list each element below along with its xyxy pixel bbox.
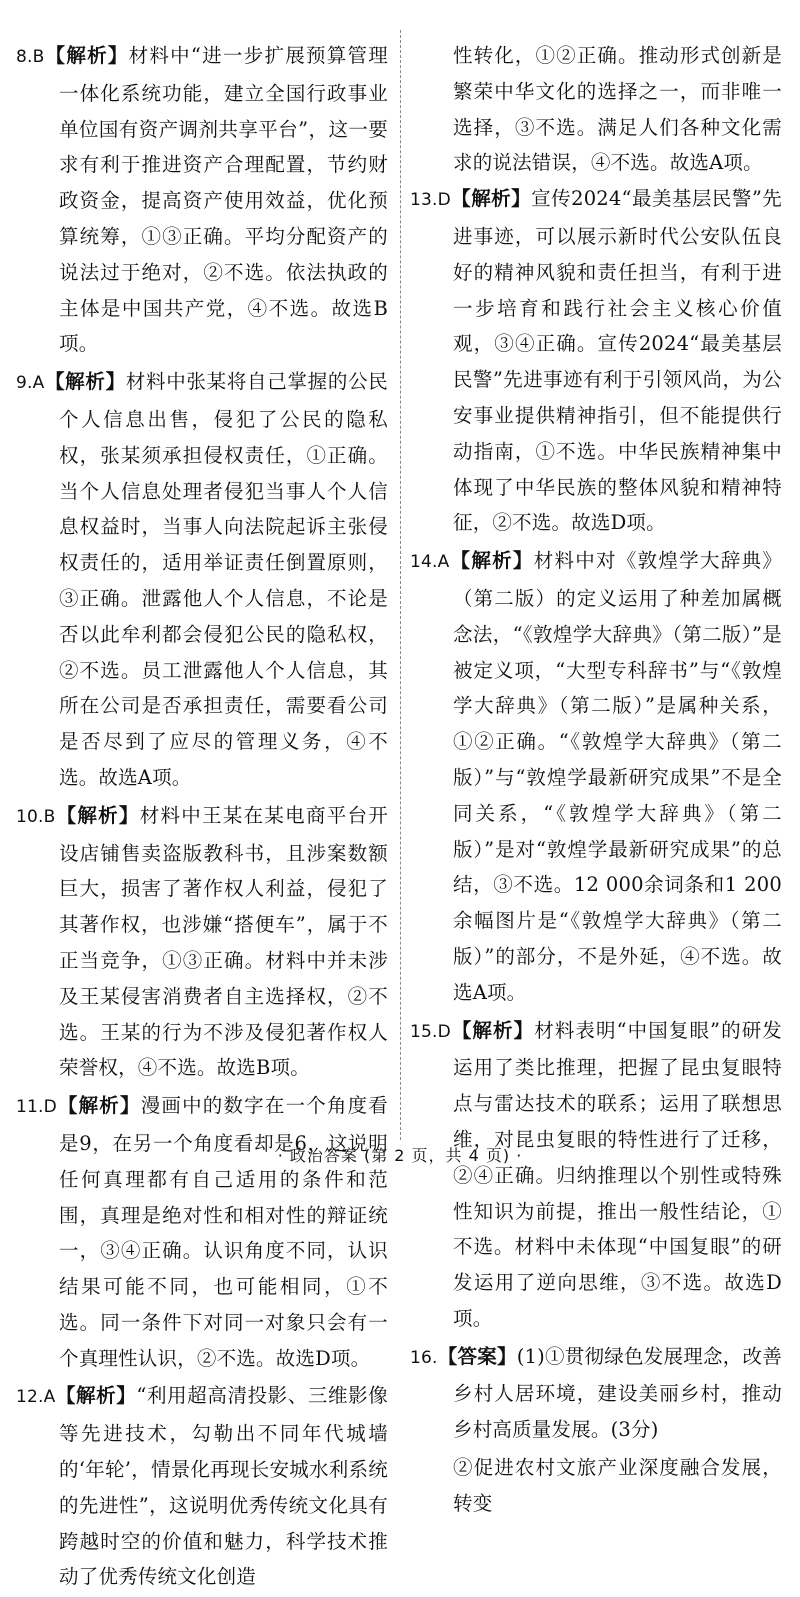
analysis-tag: 【解析】 <box>44 370 126 394</box>
right-column <box>410 38 782 1522</box>
answer-item-11 <box>16 1088 388 1376</box>
answer-text: 宣传2024“最美基层民警”先进事迹，可以展示新时代公安队伍良好的精神风貌和责任担当，有利于进一步培育和践行社会主义核心价值观，③④正确。宣传2024“最美基层民警”先进事迹有利于引领风尚，为公安事业提供精神指引，但不能提供行动指南，①不选。中华民族精神集中体现了中华民族的整体风貌和精神特征，②不选。故选D项。 <box>453 187 782 535</box>
answer-item-16 <box>410 1339 782 1448</box>
analysis-tag: 【解析】 <box>450 187 532 211</box>
answer-item-9 <box>16 364 388 796</box>
analysis-tag: 【解析】 <box>55 803 140 827</box>
answer-item-13 <box>410 181 782 541</box>
answer-text: 材料中对《敦煌学大辞典》（第二版）的定义运用了种差加属概念法，“《敦煌学大辞典》（第二版）”是被定义项，“大型专科辞书”与“《敦煌学大辞典》（第二版）”是属种关系，①②正确。“《敦煌学大辞典》（第二版）”与“敦煌学最新研究成果”不是全同关系，“《敦煌学大辞典》（第二版）”是对“敦煌学最新研究成果”的总结，③不选。12 000余词条和1 200余幅图片是“《敦煌学大辞典》（第二版）”的部分，不是外延，④不选。故选A项。 <box>453 549 782 1004</box>
answer-item-14 <box>410 543 782 1010</box>
analysis-tag: 【解析】 <box>450 1018 535 1042</box>
left-column <box>16 38 388 1597</box>
answer-16-point-2: ②促进农村文旅产业深度融合发展，转变 <box>453 1456 782 1515</box>
analysis-tag: 【解析】 <box>56 1094 141 1118</box>
question-number: 15.D <box>410 1021 451 1042</box>
question-number: 14.A <box>410 552 450 573</box>
answer-item-8 <box>16 38 388 362</box>
page-footer: · 政治答案 (第 2 页，共 4 页) · <box>277 1146 523 1165</box>
analysis-tag: 【解析】 <box>449 549 534 573</box>
answer-item-12 <box>16 1378 388 1595</box>
question-number: 10.B <box>16 806 56 827</box>
answer-item-10 <box>16 798 388 1086</box>
answer-text: 材料表明“中国复眼”的研发运用了类比推理，把握了昆虫复眼特点与雷达技术的联系；运用了联想思维，对昆虫复眼的特性进行了迁移，②④正确。归纳推理以个别性或特殊性知识为前提，推出一般性结论，①不选。材料中未体现“中国复眼”的研发运用了逆向思维，③不选。故选D项。 <box>453 1018 782 1330</box>
column-divider <box>400 30 401 1140</box>
answer-item-15 <box>410 1013 782 1337</box>
analysis-tag: 【解析】 <box>55 1384 137 1408</box>
question-number: 16. <box>410 1347 438 1368</box>
answer-text: 材料中王某在某电商平台开设店铺售卖盗版教科书，且涉案数额巨大，损害了著作权人利益，侵犯了其著作权，也涉嫌“搭便车”，属于不正当竞争，①③正确。材料中并未涉及王某侵害消费者自主选择权，②不选。王某的行为不涉及侵犯著作权人荣誉权，④不选。故选B项。 <box>59 803 388 1080</box>
question-number: 12.A <box>16 1387 56 1408</box>
answer-text: 材料中“进一步扩展预算管理一体化系统功能，建立全国行政事业单位国有资产调剂共享平台”，这一要求有利于推进资产合理配置，节约财政资金，提高资产使用效益，优化预算统筹，①③正确。平均分配资产的说法过于绝对，②不选。依法执政的主体是中国共产党，④不选。故选B项。 <box>59 44 388 356</box>
answer-text: 漫画中的数字在一个角度看是9，在另一个角度看却是6，这说明任何真理都有自己适用的条件和范围，真理是绝对性和相对性的辩证统一，③④正确。认识角度不同，认识结果可能不同，也可能相同，①不选。同一条件下对同一对象只会有一个真理性认识，②不选。故选D项。 <box>59 1094 388 1370</box>
analysis-tag: 【解析】 <box>44 44 129 67</box>
question-number: 9.A <box>16 373 45 394</box>
question-number: 11.D <box>16 1097 57 1118</box>
question-number: 8.B <box>16 47 45 67</box>
answer-tag: 【答案】 <box>437 1344 517 1368</box>
answer-text: 材料中张某将自己掌握的公民个人信息出售，侵犯了公民的隐私权，张某须承担侵权责任，①正确。当个人信息处理者侵犯当事人个人信息权益时，当事人向法院起诉主张侵权责任的，适用举证责任倒置原则，③正确。泄露他人个人信息，不论是否以此牟利都会侵犯公民的隐私权，②不选。员工泄露他人个人信息，其所在公司是否承担责任，需要看公司是否尽到了应尽的管理义务，④不选。故选A项。 <box>59 370 388 789</box>
question-number: 13.D <box>410 190 451 211</box>
answer-text: “利用超高清投影、三维影像等先进技术，勾勒出不同年代城墙的‘年轮’，情景化再现长安城水利系统的先进性”，这说明优秀传统文化具有跨越时空的价值和魅力，科学技术推动了优秀传统文化创造 <box>59 1384 388 1589</box>
answer-12-continuation: 性转化，①②正确。推动形式创新是繁荣中华文化的选择之一，而非唯一选择，③不选。满足人们各种文化需求的说法错误，④不选。故选A项。 <box>453 44 782 175</box>
answer-text: (1)①贯彻绿色发展理念，改善乡村人居环境，建设美丽乡村，推动乡村高质量发展。(3分) <box>453 1344 782 1442</box>
